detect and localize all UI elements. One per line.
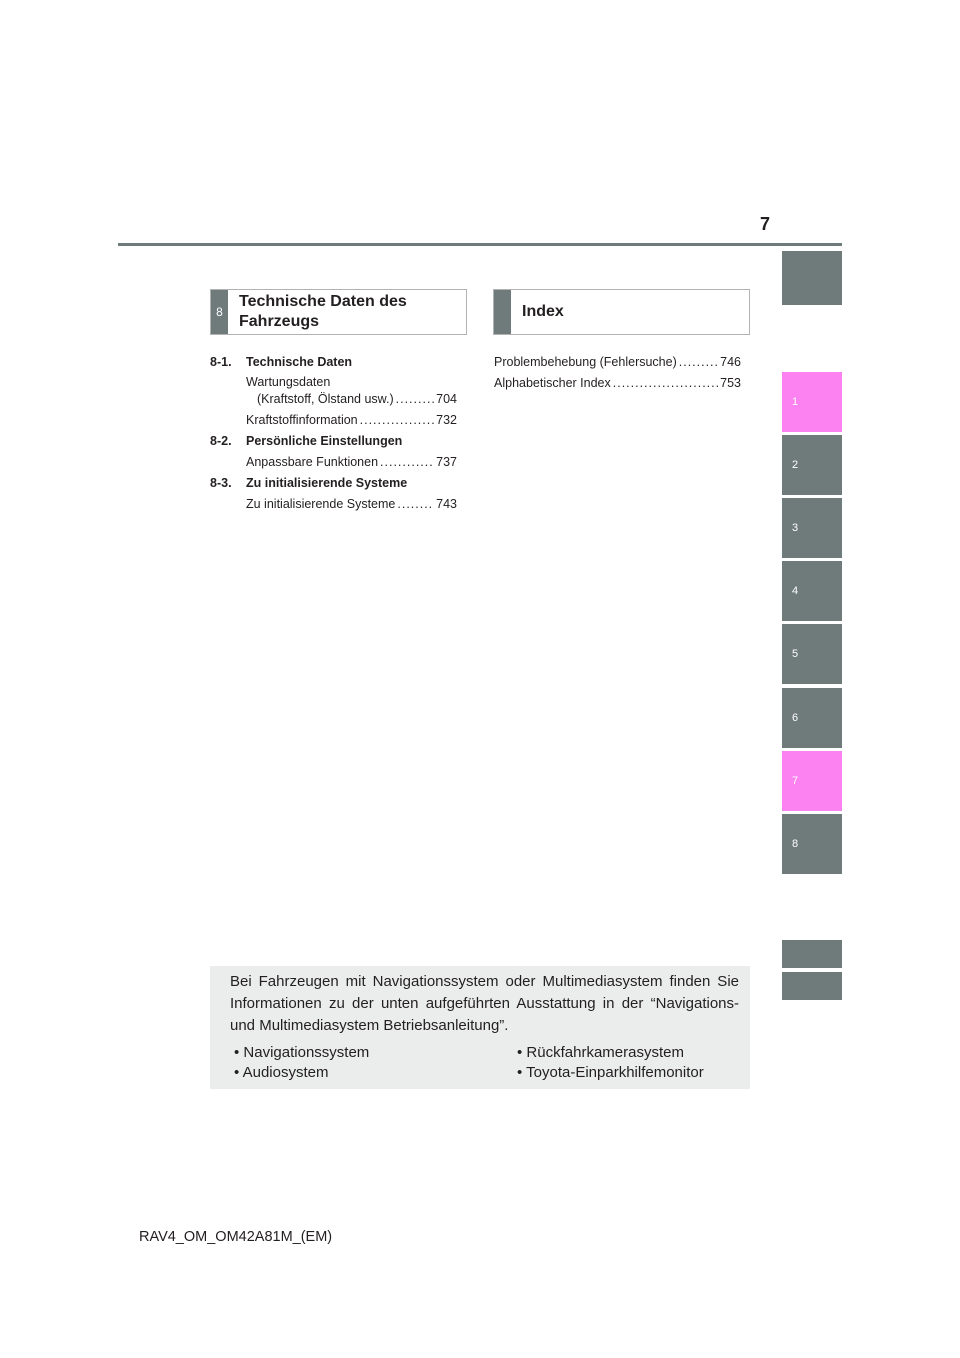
toc-entry-page: 732 xyxy=(436,413,457,427)
thumb-tab-label: 7 xyxy=(792,775,799,787)
thumb-tab-7[interactable] xyxy=(782,751,842,811)
toc-entry[interactable] xyxy=(257,391,457,407)
chapter-title: Persönliche Einstellungen xyxy=(246,434,403,448)
chapter-8-3[interactable] xyxy=(210,475,407,491)
leader-dots xyxy=(396,391,435,407)
index-entry-page: 746 xyxy=(720,355,741,369)
thumb-tab-6[interactable] xyxy=(782,688,842,748)
toc-entry-label: Kraftstoffinformation xyxy=(246,413,358,427)
thumb-tab-top[interactable] xyxy=(782,251,842,305)
header-rule xyxy=(118,243,842,246)
note-bullet-item: • Toyota-Einparkhilfemonitor xyxy=(517,1064,704,1081)
index-header[interactable] xyxy=(493,289,750,335)
toc-entry[interactable] xyxy=(246,496,457,512)
note-bullet-item: • Audiosystem xyxy=(234,1064,329,1081)
thumb-tab-2[interactable] xyxy=(782,435,842,495)
index-title: Index xyxy=(522,303,564,320)
leader-dots xyxy=(679,354,718,370)
chapter-number: 8-3. xyxy=(210,476,232,490)
thumb-tab-label: 2 xyxy=(792,459,799,471)
toc-entry[interactable] xyxy=(246,454,457,470)
index-entry-page: 753 xyxy=(720,376,741,390)
toc-entry-page: 704 xyxy=(436,392,457,406)
footer-document-code: RAV4_OM_OM42A81M_(EM) xyxy=(139,1229,333,1245)
thumb-tab-label: 5 xyxy=(792,648,799,660)
section-8-header[interactable] xyxy=(210,289,467,335)
thumb-tab-5[interactable] xyxy=(782,624,842,684)
leader-dots xyxy=(380,454,434,470)
thumb-tab-label: 8 xyxy=(792,838,799,850)
section-number: 8 xyxy=(211,290,228,334)
chapter-8-2[interactable] xyxy=(210,433,402,449)
section-title: Technische Daten des Fahrzeugs xyxy=(239,293,407,330)
thumb-tab-label: 4 xyxy=(792,585,799,597)
chapter-title: Zu initialisierende Systeme xyxy=(246,476,408,490)
thumb-tab-bottom-2[interactable] xyxy=(782,972,842,1000)
toc-entry-label: Zu initialisierende Systeme xyxy=(246,497,396,511)
info-note-box xyxy=(210,966,750,1089)
toc-entry-label-line: Wartungsdaten xyxy=(246,375,331,389)
leader-dots xyxy=(613,375,718,391)
thumb-tab-label: 1 xyxy=(792,396,799,408)
index-entry-label: Problembehebung (Fehlersuche) xyxy=(494,355,677,369)
chapter-title: Technische Daten xyxy=(246,355,353,369)
thumb-tab-label: 6 xyxy=(792,712,799,724)
index-entry[interactable] xyxy=(494,375,741,391)
section-marker xyxy=(494,290,511,334)
thumb-tab-1[interactable] xyxy=(782,372,842,432)
note-bullet-item: • Rückfahrkamerasystem xyxy=(517,1044,684,1061)
toc-entry-page: 743 xyxy=(436,497,457,511)
chapter-number: 8-2. xyxy=(210,434,232,448)
chapter-8-1[interactable] xyxy=(210,354,352,370)
note-bullet-item: • Navigationssystem xyxy=(234,1044,370,1061)
toc-entry-page: 737 xyxy=(436,455,457,469)
thumb-tab-3[interactable] xyxy=(782,498,842,558)
thumb-tab-bottom-1[interactable] xyxy=(782,940,842,968)
toc-entry[interactable] xyxy=(246,412,457,428)
toc-entry-label: (Kraftstoff, Ölstand usw.) xyxy=(257,392,394,406)
index-entry-label: Alphabetischer Index xyxy=(494,376,611,390)
leader-dots xyxy=(360,412,435,428)
page-number: 7 xyxy=(760,214,771,234)
note-text: Bei Fahrzeugen mit Navigationssystem oder Multimediasystem finden Sie Informationen zu der unten aufgeführten Ausstattung in der “Navigations- und Multimediasystem Betriebsanleitung”. xyxy=(230,973,739,1034)
chapter-number: 8-1. xyxy=(210,355,232,369)
thumb-tab-label: 3 xyxy=(792,522,799,534)
thumb-tab-4[interactable] xyxy=(782,561,842,621)
toc-entry-label: Anpassbare Funktionen xyxy=(246,455,379,469)
leader-dots xyxy=(397,496,434,512)
index-entry[interactable] xyxy=(494,354,741,370)
thumb-tab-8[interactable] xyxy=(782,814,842,874)
